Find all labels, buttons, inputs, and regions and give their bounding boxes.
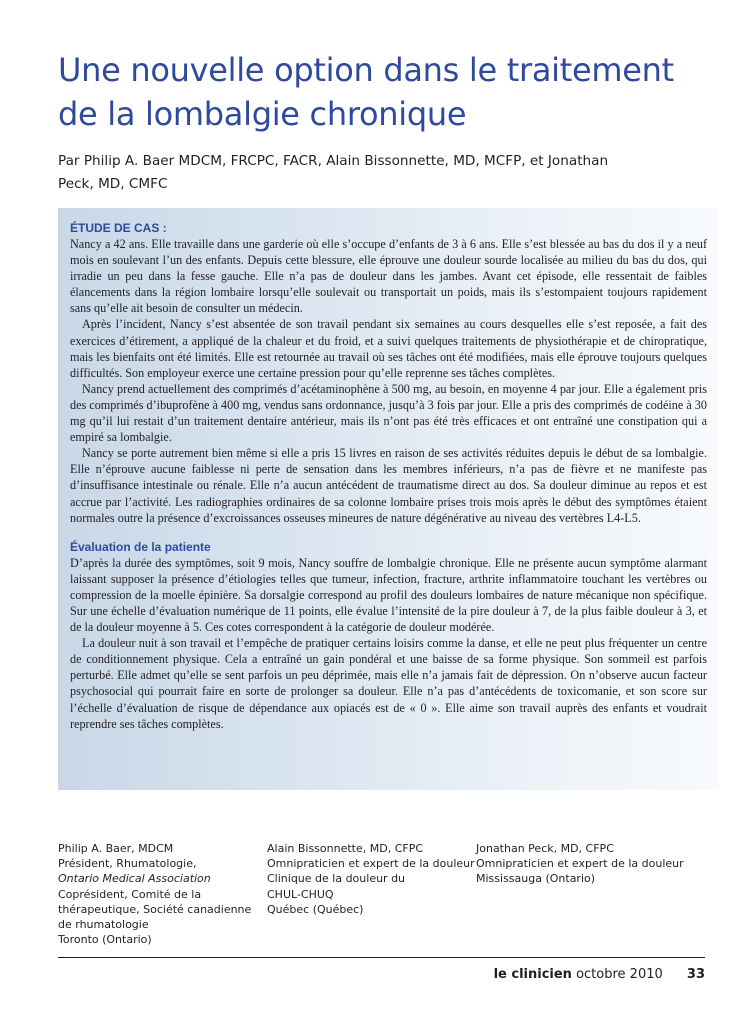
- case-paragraph: Nancy se porte autrement bien même si elle a pris 15 livres en raison de ses activités réduites depuis le début de sa lombalgie. Elle n’éprouve aucune faiblesse ni perte de sensation dans les membres inférieurs, n’a pas de fièvre et ne manifeste pas d’insuffisance intestinale ou rénale. Elle n’a aucun antécédent de traumatisme direct au dos. Sa douleur diminue au repos et est accrue par l’activité. Les radiographies ordinaires de sa colonne lombaire prises trois mois après le début des symptômes étaient normales outre la présence d’excroissances osseuses mineures de nature dégénérative au niveau des vertèbres L4-L5.: [70, 446, 707, 525]
- bio-peck: [476, 841, 708, 887]
- case-paragraph: Nancy prend actuellement des comprimés d’acétaminophène à 500 mg, au besoin, en moyenne 4 par jour. Elle a également pris des comprimés d’ibuprofène à 400 mg, vendus sans ordonnance, jusqu’à 3 fois par jour. Elle a pris des comprimés de codéine à 30 mg qu’il lui restait d’un traitement dentaire antérieur, mais ils n’ont pas été très efficaces et ont entraîné une constipation qui a empiré sa lombalgie.: [70, 381, 707, 445]
- bio-line: Mississauga (Ontario): [476, 872, 596, 886]
- bio-line: thérapeutique, Société canadienne: [58, 902, 252, 916]
- case-study-heading: ÉTUDE DE CAS :: [70, 221, 167, 235]
- bio-name: Alain Bissonnette, MD, CFPC: [267, 842, 424, 855]
- bio-line: de rhumatologie: [58, 918, 149, 932]
- bio-name: Philip A. Baer, MDCM: [58, 842, 174, 855]
- author-byline: Par Philip A. Baer MDCM, FRCPC, FACR, Alain Bissonnette, MD, MCFP, et Jonathan Peck, MD, CMFC: [58, 153, 609, 192]
- bio-name: Jonathan Peck, MD, CFPC: [476, 842, 614, 855]
- bio-line: CHUL-CHUQ: [267, 887, 334, 901]
- evaluation-paragraph: La douleur nuit à son travail et l’empêche de pratiquer certains loisirs comme la danse, et elle ne peut plus fréquenter un centre de conditionnement physique. Cela a entraîné un gain pondéral et une baisse de sa forme physique. Son sommeil est parfois perturbé. Elle admet qu’elle se sent parfois un peu déprimée, mais elle n’a jamais fait de dépression. On n’observe aucun facteur psychosocial qui pourrait faire en sorte de prolonger sa douleur. Elle n’a pas d’antécédents de toxicomanie, et son score sur l’échelle d’évaluation de risque de dépendance aux opiacés est de « 0 ». Elle aime son travail auprès des enfants et voudrait reprendre ses tâches complètes.: [70, 636, 707, 731]
- bio-line: Omnipraticien et expert de la douleur: [267, 857, 475, 871]
- bio-line: Ontario Medical Association: [58, 872, 211, 886]
- case-paragraph: Après l’incident, Nancy s’est absentée de son travail pendant six semaines au cours desquelles elle s’est reposée, a fait des exercices d’étirement, a appliqué de la chaleur et du froid, et a suivi quelques traitements de physiothérapie et de chiropratique, mais les bienfaits ont été limités. Elle est retournée au travail où ses tâches ont été modifiées, mais elle éprouve toujours quelques difficultés. Son employeur exerce une certaine pression pour qu’elle reprenne ses tâches complètes.: [70, 317, 707, 380]
- page-footer: [494, 966, 705, 984]
- bio-line: Omnipraticien et expert de la douleur: [476, 857, 684, 871]
- bio-line: Toronto (Ontario): [58, 933, 152, 947]
- bio-line: Clinique de la douleur du: [267, 872, 406, 886]
- bio-line: Québec (Québec): [267, 902, 364, 916]
- bio-baer: [58, 841, 258, 947]
- article-title: Une nouvelle option dans le traitement de la lombalgie chronique: [58, 51, 674, 133]
- page-number: 33: [686, 967, 705, 982]
- evaluation-paragraph: D’après la durée des symptômes, soit 9 mois, Nancy souffre de lombalgie chronique. Elle ne présente aucun symptôme alarmant laissant supposer la présence d’étiologies telles que tumeur, infection, fracture, arthrite inflammatoire touchant les vertèbres ou compression de la moelle épinière. Sa dorsalgie correspond au profil des douleurs lombaires de nature mécanique non spécifique. Sur une échelle d’évaluation numérique de 11 points, elle évalue l’intensité de la pire douleur à 7, de la plus faible douleur à 3, et de la douleur moyenne à 5. Ces cotes correspondent à la catégorie de douleur modérée.: [70, 555, 707, 635]
- bio-line: Président, Rhumatologie,: [58, 857, 197, 871]
- footer-divider: [58, 957, 705, 958]
- case-study-box: [58, 208, 719, 790]
- bio-bissonnette: [267, 841, 477, 917]
- evaluation-heading: Évaluation de la patiente: [70, 539, 211, 554]
- journal-name: le clinicien: [493, 967, 572, 982]
- issue-date: octobre 2010: [576, 967, 663, 982]
- bio-line: Coprésident, Comité de la: [58, 887, 202, 901]
- case-paragraph: Nancy a 42 ans. Elle travaille dans une garderie où elle s’occupe d’enfants de 3 à 6 ans. Elle s’est blessée au bas du dos il y a neuf mois en soulevant l’un des enfants. Depuis cette blessure, elle éprouve une douleur sourde localisée au milieu du bas du dos, qui irradie un peu dans la fesse gauche. Elle n’a pas de douleur dans les jambes. Avant cet épisode, elle ressentait de faibles élancements dans la région lombaire lorsqu’elle soulevait ou transportait un poids, mais ils s’estompaient toujours rapidement sans qu’elle ait besoin de consulter un médecin.: [70, 237, 707, 316]
